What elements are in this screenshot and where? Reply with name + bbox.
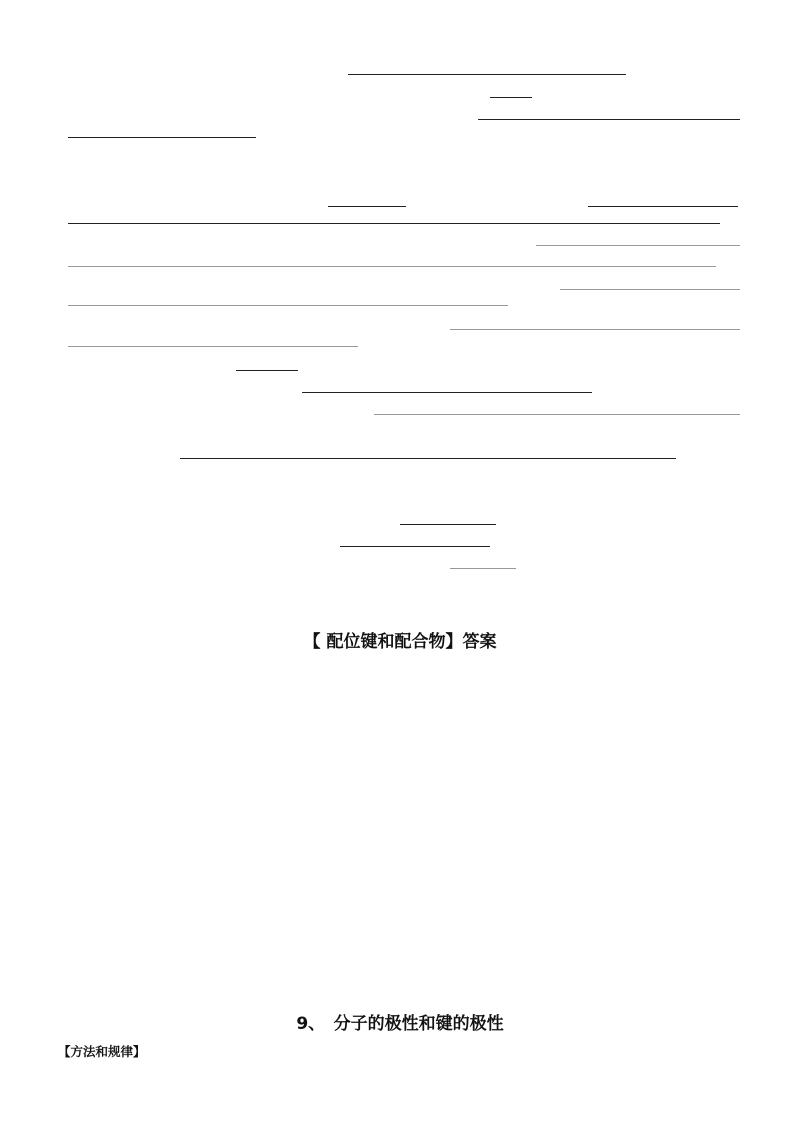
- answer-blank-q4b[interactable]: [588, 206, 738, 207]
- answer-blank-q8a[interactable]: [236, 370, 298, 371]
- answer-blank-q5b[interactable]: [68, 266, 716, 267]
- answer-blank-q4c[interactable]: [68, 223, 720, 224]
- answer-blank-q6a[interactable]: [560, 289, 740, 290]
- answers-heading: 【 配位键和配合物】答案: [303, 632, 497, 652]
- answer-blank-q5a[interactable]: [536, 245, 740, 246]
- answer-blank-q6b[interactable]: [68, 305, 508, 306]
- answer-blank-q4a[interactable]: [328, 206, 406, 207]
- answer-blank-q2a[interactable]: [348, 74, 626, 75]
- answer-blank-q11b[interactable]: [340, 546, 490, 547]
- answer-blank-q2b[interactable]: [490, 97, 532, 98]
- answer-blank-q7b[interactable]: [68, 346, 358, 347]
- answer-blank-q9[interactable]: [374, 414, 740, 415]
- answer-blank-q8b[interactable]: [302, 392, 592, 393]
- answer-blank-q10[interactable]: [180, 458, 676, 459]
- answer-blank-q11a[interactable]: [400, 524, 496, 525]
- method-and-rules-label: 【方法和规律】: [58, 1044, 146, 1059]
- answer-blank-q3b[interactable]: [68, 137, 256, 138]
- section-9-title: 9、 分子的极性和键的极性: [296, 1014, 504, 1034]
- answer-blank-q3a[interactable]: [478, 119, 740, 120]
- answer-blank-q11c[interactable]: [450, 568, 516, 569]
- answer-blank-q7a[interactable]: [450, 329, 740, 330]
